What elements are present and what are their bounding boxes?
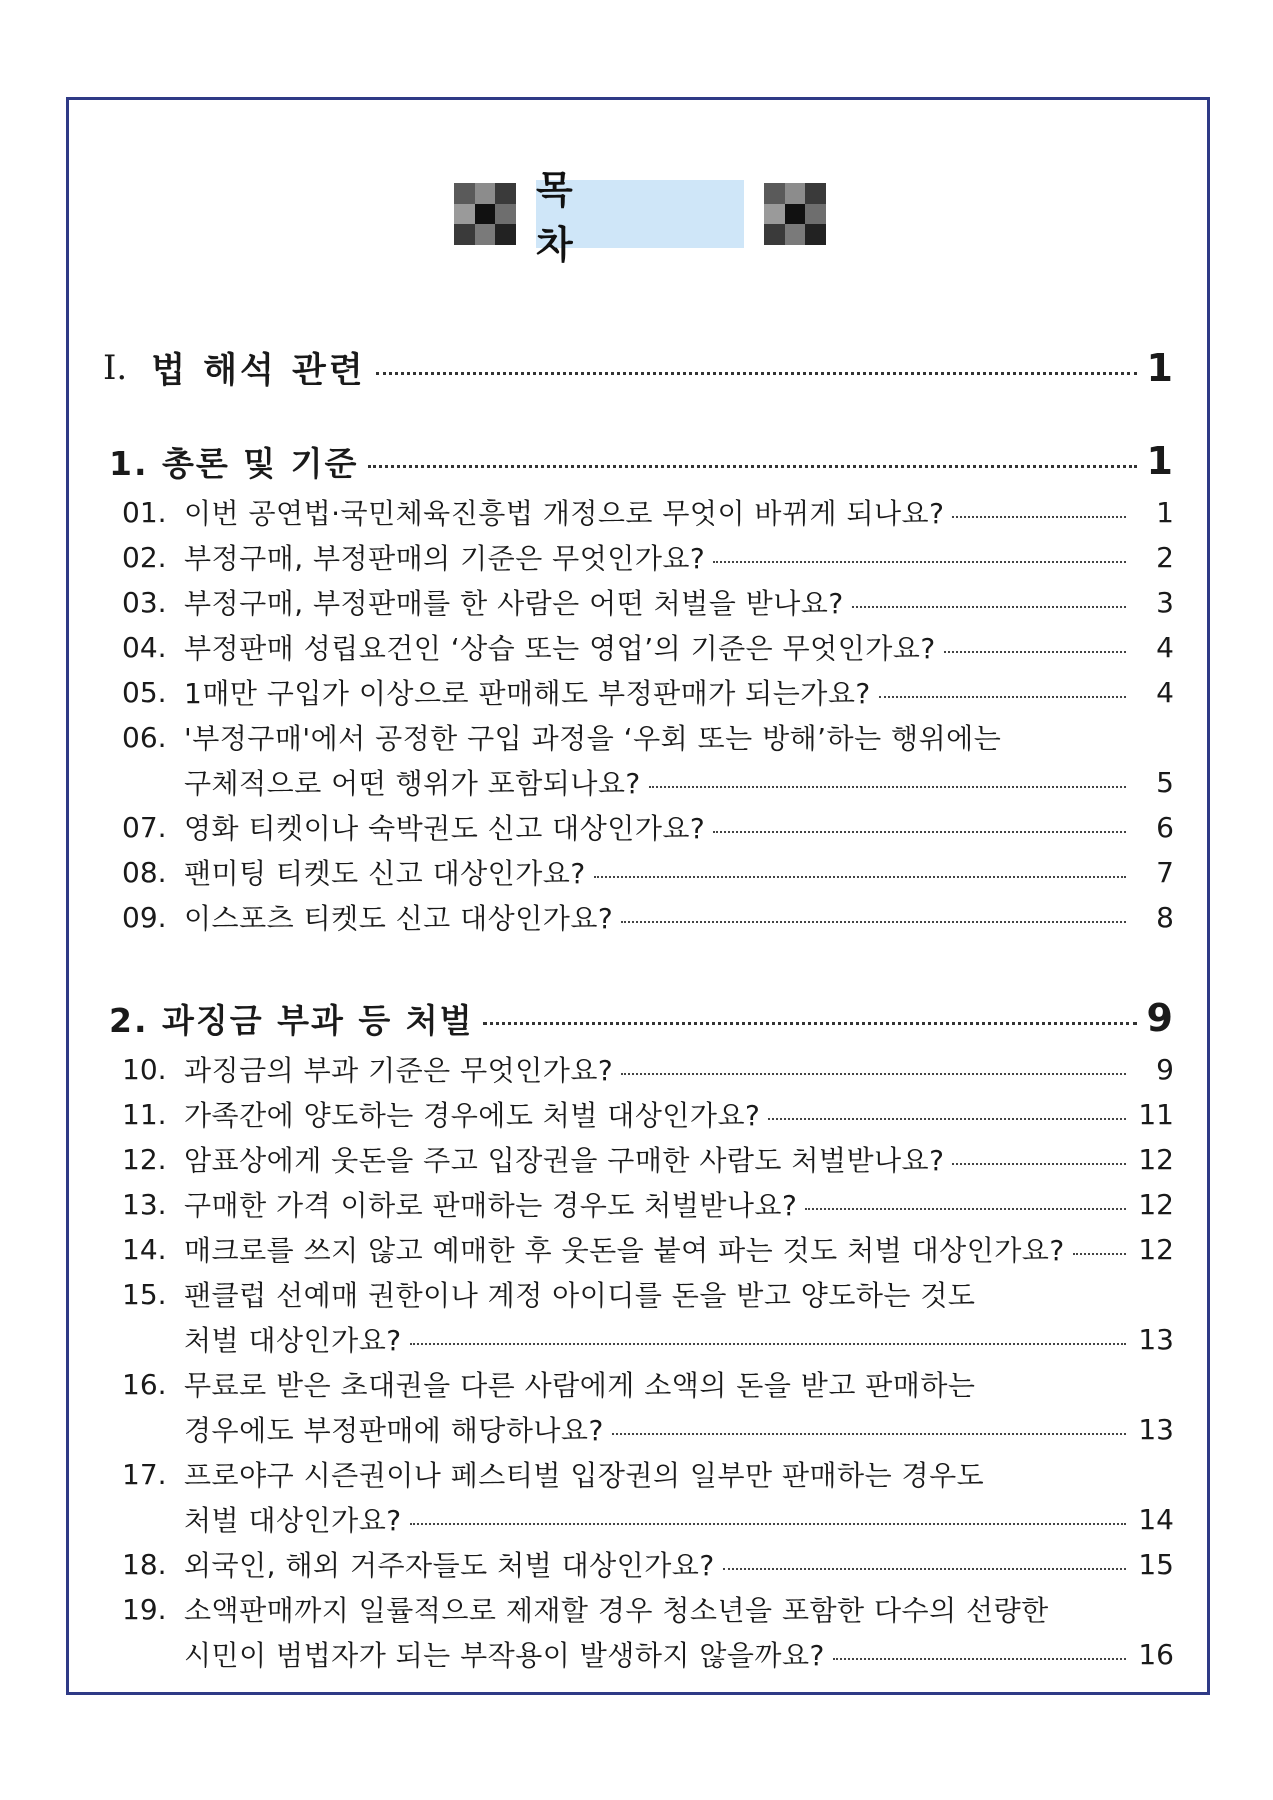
entry-page: 12 (1138, 1187, 1174, 1221)
chapter-label: 법 해석 관련 (151, 351, 366, 391)
toc-entry[interactable] (122, 626, 1174, 668)
section-label: 2. 과징금 부과 등 처벌 (109, 1000, 474, 1040)
entry-text: 처벌 대상인가요? (184, 1324, 402, 1357)
entry-page: 6 (1156, 810, 1174, 844)
dot-leader (612, 1433, 1126, 1435)
entry-text: 시민이 범법자가 되는 부작용이 발생하지 않을까요? (184, 1639, 825, 1672)
entry-page: 16 (1138, 1637, 1174, 1671)
entry-page: 9 (1156, 1052, 1174, 1086)
entry-text-line1: 무료로 받은 초대권을 다른 사람에게 소액의 돈을 받고 판매하는 (184, 1369, 976, 1402)
entry-number: 19. (122, 1592, 167, 1626)
entry-page: 3 (1156, 585, 1174, 619)
entry-number: 08. (122, 855, 167, 889)
entry-number: 10. (122, 1052, 167, 1086)
chapter-number: Ⅰ. (103, 348, 128, 388)
toc-entry[interactable] (122, 716, 1174, 758)
entry-page: 1 (1156, 495, 1174, 529)
entry-text: 부정구매, 부정판매를 한 사람은 어떤 처벌을 받나요? (184, 587, 844, 620)
toc-entry-continuation[interactable] (184, 1408, 1174, 1450)
toc-entry[interactable] (122, 851, 1174, 893)
dot-leader (713, 561, 1126, 563)
toc-entry-continuation[interactable] (184, 1633, 1174, 1675)
toc-entry[interactable] (122, 1588, 1174, 1630)
dot-leader (621, 921, 1126, 923)
entry-text: 외국인, 해외 거주자들도 처벌 대상인가요? (184, 1549, 715, 1582)
dot-leader (944, 651, 1126, 653)
entry-number: 06. (122, 720, 167, 754)
dot-leader (768, 1118, 1126, 1120)
entry-page: 4 (1156, 675, 1174, 709)
toc-entry[interactable] (122, 1093, 1174, 1135)
toc-entry[interactable] (122, 1273, 1174, 1315)
toc-entry[interactable] (122, 1363, 1174, 1405)
entry-text: 가족간에 양도하는 경우에도 처벌 대상인가요? (184, 1099, 761, 1132)
entry-page: 13 (1138, 1322, 1174, 1356)
section-heading[interactable] (109, 992, 1173, 1044)
entry-page: 2 (1156, 540, 1174, 574)
dot-leader (410, 1343, 1126, 1345)
entry-page: 11 (1138, 1097, 1174, 1131)
entry-text: 부정판매 성립요건인 ‘상습 또는 영업’의 기준은 무엇인가요? (184, 632, 936, 665)
entry-number: 05. (122, 675, 167, 709)
toc-entry[interactable] (122, 1183, 1174, 1225)
dot-leader (621, 1073, 1126, 1075)
entry-number: 15. (122, 1277, 167, 1311)
chapter-heading[interactable] (103, 340, 1173, 396)
entry-page: 5 (1156, 765, 1174, 799)
toc-entry[interactable] (122, 1543, 1174, 1585)
dot-leader (723, 1568, 1126, 1570)
entry-number: 07. (122, 810, 167, 844)
entry-number: 17. (122, 1457, 167, 1491)
entry-page: 4 (1156, 630, 1174, 664)
dot-leader (952, 516, 1126, 518)
entry-number: 11. (122, 1097, 167, 1131)
toc-entry[interactable] (122, 536, 1174, 578)
entry-number: 16. (122, 1367, 167, 1401)
entry-text-line1: 팬클럽 선예매 권한이나 계정 아이디를 돈을 받고 양도하는 것도 (184, 1279, 976, 1312)
toc-entry[interactable] (122, 491, 1174, 533)
entry-number: 01. (122, 495, 167, 529)
dot-leader (1073, 1253, 1126, 1255)
dot-leader (852, 606, 1126, 608)
entry-text: 처벌 대상인가요? (184, 1504, 402, 1537)
toc-entry[interactable] (122, 1138, 1174, 1180)
entry-text: 영화 티켓이나 숙박권도 신고 대상인가요? (184, 812, 706, 845)
entry-text: 구매한 가격 이하로 판매하는 경우도 처벌받나요? (184, 1189, 798, 1222)
entry-number: 18. (122, 1547, 167, 1581)
entry-text: 구체적으로 어떤 행위가 포함되나요? (184, 767, 641, 800)
dot-leader (594, 876, 1126, 878)
entry-number: 12. (122, 1142, 167, 1176)
toc-entry[interactable] (122, 671, 1174, 713)
toc-entry[interactable] (122, 1048, 1174, 1090)
toc-title (536, 168, 744, 267)
section-page: 1 (1146, 439, 1173, 483)
entry-page: 14 (1138, 1502, 1174, 1536)
toc-entry-continuation[interactable] (184, 1498, 1174, 1540)
entry-text-line1: 프로야구 시즌권이나 페스티벌 입장권의 일부만 판매하는 경우도 (184, 1459, 985, 1492)
dot-leader (713, 831, 1126, 833)
entry-page: 12 (1138, 1232, 1174, 1266)
decorative-grid-icon-right (764, 183, 826, 245)
dot-leader (952, 1163, 1126, 1165)
entry-text: 팬미팅 티켓도 신고 대상인가요? (184, 857, 586, 890)
entry-text-line1: '부정구매'에서 공정한 구입 과정을 ‘우회 또는 방해’하는 행위에는 (184, 722, 1002, 755)
toc-entry[interactable] (122, 581, 1174, 623)
entry-page: 12 (1138, 1142, 1174, 1176)
entry-text: 과징금의 부과 기준은 무엇인가요? (184, 1054, 614, 1087)
dot-leader (649, 786, 1126, 788)
entry-text-line1: 소액판매까지 일률적으로 제재할 경우 청소년을 포함한 다수의 선량한 (184, 1594, 1049, 1627)
section-page: 9 (1146, 996, 1173, 1040)
dot-leader (833, 1658, 1126, 1660)
entry-page: 13 (1138, 1412, 1174, 1446)
entry-text: 이번 공연법·국민체육진흥법 개정으로 무엇이 바뀌게 되나요? (184, 497, 945, 530)
entry-text: 1매만 구입가 이상으로 판매해도 부정판매가 되는가요? (184, 677, 871, 710)
toc-entry[interactable] (122, 806, 1174, 848)
entry-text: 부정구매, 부정판매의 기준은 무엇인가요? (184, 542, 706, 575)
dot-leader (410, 1523, 1126, 1525)
entry-text: 경우에도 부정판매에 해당하나요? (184, 1414, 604, 1447)
dot-leader (368, 465, 1136, 468)
section-label: 1. 총론 및 기준 (109, 443, 359, 483)
entry-text: 매크로를 쓰지 않고 예매한 후 웃돈을 붙여 파는 것도 처벌 대상인가요? (184, 1234, 1065, 1267)
toc-title-text: 목 차 (536, 168, 635, 267)
toc-entry-continuation[interactable] (184, 1318, 1174, 1360)
entry-number: 02. (122, 540, 167, 574)
entry-number: 13. (122, 1187, 167, 1221)
toc-entry[interactable] (122, 1453, 1174, 1495)
entry-page: 7 (1156, 855, 1174, 889)
dot-leader (483, 1022, 1136, 1025)
entry-number: 04. (122, 630, 167, 664)
toc-entry[interactable] (122, 1228, 1174, 1270)
dot-leader (805, 1208, 1126, 1210)
toc-entry-continuation[interactable] (184, 761, 1174, 803)
entry-number: 03. (122, 585, 167, 619)
toc-entry[interactable] (122, 896, 1174, 938)
section-heading[interactable] (109, 435, 1173, 487)
entry-page: 8 (1156, 900, 1174, 934)
toc-title-block (454, 168, 826, 267)
entry-text: 이스포츠 티켓도 신고 대상인가요? (184, 902, 614, 935)
entry-page: 15 (1138, 1547, 1174, 1581)
dot-leader (879, 696, 1126, 698)
chapter-page: 1 (1146, 346, 1173, 390)
entry-number: 09. (122, 900, 167, 934)
entry-text: 암표상에게 웃돈을 주고 입장권을 구매한 사람도 처벌받나요? (184, 1144, 945, 1177)
entry-number: 14. (122, 1232, 167, 1266)
dot-leader (376, 372, 1137, 375)
decorative-grid-icon-left (454, 183, 516, 245)
